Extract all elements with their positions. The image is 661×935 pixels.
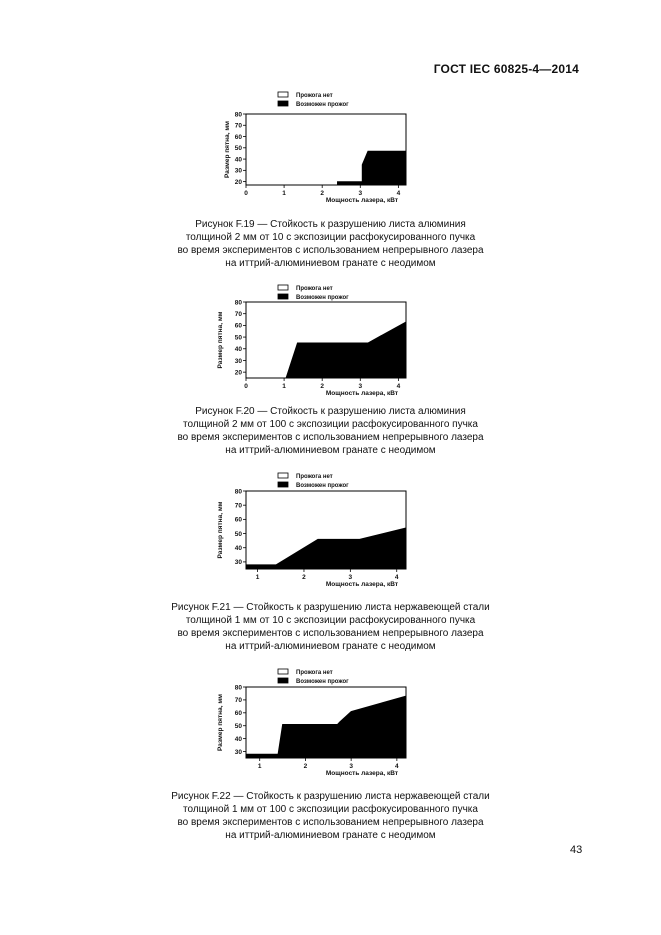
caption-line: толщиной 1 мм от 10 с экспозиции расфокусированного пучка (185, 615, 476, 626)
x-tick-label: 2 (320, 190, 325, 197)
caption-line: во время экспериментов с использованием непрерывного лазера (177, 628, 484, 639)
x-tick-label: 4 (395, 763, 399, 770)
x-tick-label: 3 (349, 763, 353, 770)
caption-line: толщиной 2 мм от 10 с экспозиции расфокусированного пучка (185, 232, 476, 243)
y-tick-label: 40 (234, 346, 242, 354)
y-tick-label: 60 (234, 516, 242, 524)
legend-label-no-burn: Прожога нет (296, 93, 333, 99)
x-tick-label: 3 (358, 383, 363, 390)
y-tick-label: 60 (234, 710, 242, 718)
caption-line: на иттрий-алюминиевом гранате с неодимом (225, 830, 436, 841)
caption-line: толщиной 2 мм от 100 с экспозиции расфокусированного пучка (183, 419, 478, 430)
legend-label-burn: Возможен прожог (296, 295, 349, 301)
caption-line: толщиной 1 мм от 100 с экспозиции расфокусированного пучка (183, 804, 478, 815)
y-tick-label: 30 (234, 357, 242, 365)
caption-line: Рисунок F.19 — Стойкость к разрушению листа алюминия (195, 219, 466, 230)
y-axis-label: Размер пятна, мм (217, 694, 224, 751)
x-tick-label: 3 (348, 574, 353, 581)
y-tick-label: 50 (234, 723, 242, 731)
x-tick-label: 0 (244, 383, 248, 390)
y-axis-label: Размер пятна, мм (224, 121, 231, 178)
y-axis-label: Размер пятна, мм (217, 501, 224, 559)
caption-line: на иттрий-алюминиевом гранате с неодимом (225, 258, 436, 269)
x-tick-label: 1 (255, 574, 260, 581)
caption-line: Рисунок F.20 — Стойкость к разрушению листа алюминия (195, 406, 466, 417)
y-tick-label: 80 (234, 111, 242, 119)
caption-line: во время экспериментов с использованием непрерывного лазера (177, 245, 484, 256)
x-tick-label: 0 (244, 190, 248, 197)
y-tick-label: 40 (234, 545, 242, 553)
y-tick-label: 50 (234, 530, 242, 538)
document-header: ГОСТ IEC 60825-4—2014 (433, 62, 579, 76)
legend-label-burn: Возможен прожог (296, 102, 349, 108)
y-tick-label: 80 (234, 299, 242, 307)
x-axis-label: Мощность лазера, кВт (325, 390, 398, 397)
x-tick-label: 3 (358, 190, 363, 197)
y-tick-label: 30 (234, 559, 242, 567)
y-tick-label: 70 (234, 122, 242, 130)
caption-line: на иттрий-алюминиевом гранате с неодимом (225, 445, 436, 456)
x-tick-label: 4 (396, 383, 401, 390)
caption-line: на иттрий-алюминиевом гранате с неодимом (225, 641, 436, 652)
legend-label-burn: Возможен прожог (296, 679, 349, 685)
y-tick-label: 70 (234, 502, 242, 510)
caption-line: во время экспериментов с использованием непрерывного лазера (177, 817, 484, 828)
y-tick-label: 80 (234, 488, 242, 496)
y-tick-label: 70 (234, 697, 242, 705)
y-tick-label: 50 (234, 334, 242, 342)
x-tick-label: 4 (394, 574, 399, 581)
y-tick-label: 40 (234, 735, 242, 743)
legend-label-burn: Возможен прожог (296, 483, 349, 489)
burn-area (246, 696, 406, 758)
y-tick-label: 60 (234, 322, 242, 330)
x-tick-label: 2 (303, 763, 308, 770)
legend-label-no-burn: Прожога нет (296, 474, 333, 480)
caption-line: Рисунок F.21 — Стойкость к разрушению листа нержавеющей стали (171, 602, 490, 613)
x-tick-label: 2 (302, 574, 306, 581)
y-tick-label: 20 (234, 369, 242, 377)
legend-label-no-burn: Прожога нет (296, 670, 333, 676)
y-tick-label: 30 (234, 167, 242, 175)
x-axis-label: Мощность лазера, кВт (325, 581, 398, 588)
y-tick-label: 60 (234, 133, 242, 141)
legend-label-no-burn: Прожога нет (296, 286, 333, 292)
x-tick-label: 1 (282, 190, 286, 197)
y-tick-label: 30 (234, 748, 242, 756)
y-axis-label: Размер пятна, мм (217, 311, 224, 369)
x-tick-label: 2 (320, 383, 325, 390)
legend-swatch-no-burn (278, 669, 288, 674)
caption-line: Рисунок F.22 — Стойкость к разрушению листа нержавеющей стали (171, 791, 490, 802)
x-axis-label: Мощность лазера, кВт (325, 197, 398, 204)
y-tick-label: 70 (234, 310, 242, 318)
x-tick-label: 4 (396, 190, 401, 197)
y-tick-label: 50 (234, 145, 242, 153)
y-tick-label: 80 (234, 684, 242, 692)
x-axis-label: Мощность лазера, кВт (325, 770, 398, 777)
page-number: 43 (570, 844, 583, 856)
caption-line: во время экспериментов с использованием непрерывного лазера (177, 432, 484, 443)
legend-swatch-burn (278, 678, 288, 683)
caption-f22 (0, 790, 661, 842)
x-tick-label: 1 (257, 763, 262, 770)
y-tick-label: 20 (234, 178, 242, 186)
x-tick-label: 1 (282, 383, 286, 390)
y-tick-label: 40 (234, 156, 242, 164)
